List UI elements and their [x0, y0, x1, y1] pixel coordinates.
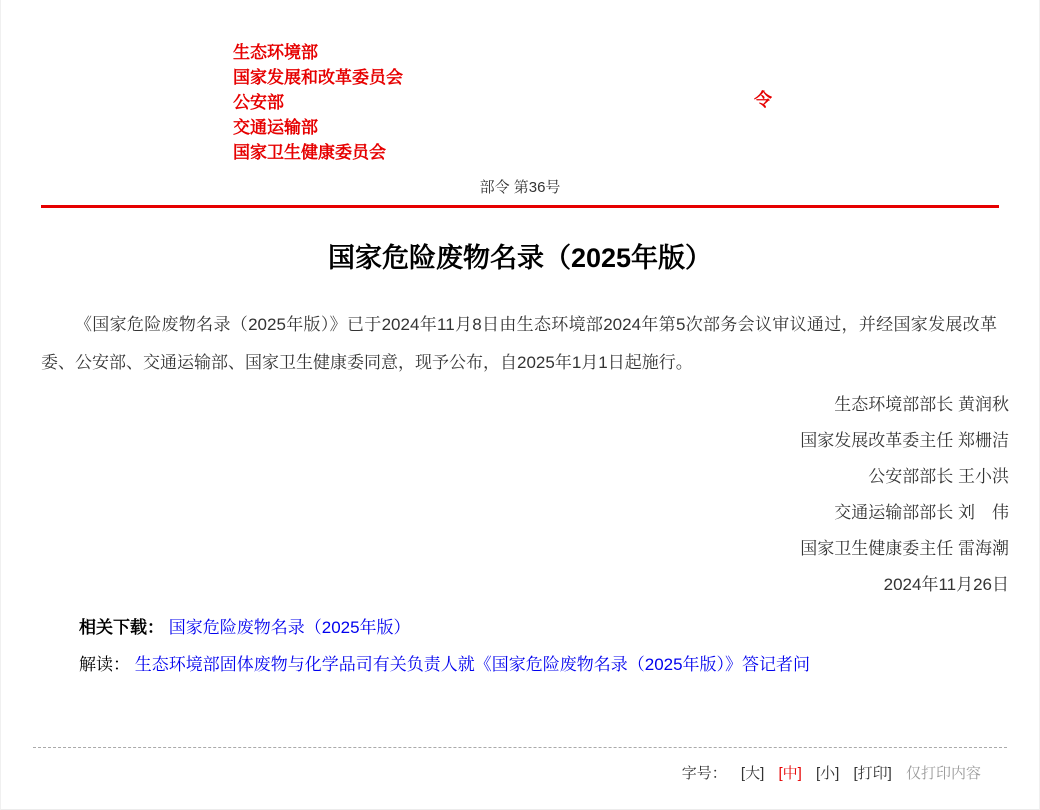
font-size-label: 字号：	[681, 765, 727, 782]
download-link[interactable]: 国家危险废物名录（2025年版）	[168, 618, 411, 637]
font-size-large-button[interactable]: [大]	[740, 765, 765, 782]
agency-name: 生态环境部	[233, 43, 318, 62]
signature-line: 公安部部长 王小洪	[868, 467, 1009, 486]
font-size-small-button[interactable]: [小]	[815, 765, 840, 782]
signature-line: 国家卫生健康委主任 雷海潮	[800, 539, 1009, 558]
signature-line: 交通运输部部长 刘 伟	[834, 503, 1009, 522]
agency-name: 交通运输部	[233, 118, 318, 137]
font-size-medium-button[interactable]: [中]	[778, 765, 802, 782]
interpretation-label: 解读：	[79, 655, 130, 674]
document-body-paragraph: 《国家危险废物名录（2025年版）》已于2024年11月8日由生态环境部2024年第5次部务会议审议通过，并经国家发展改革委、公安部、交通运输部、国家卫生健康委同意，现予公布，自2025年1月1日起施行。	[41, 315, 997, 372]
related-links-block	[79, 616, 999, 677]
dashed-divider	[33, 747, 1007, 748]
document-title: 国家危险废物名录（2025年版）	[327, 243, 713, 273]
decree-number: 部令 第36号	[479, 179, 561, 196]
page-tools-bar	[1, 764, 981, 784]
issuing-agencies	[233, 40, 1039, 165]
decree-character: 令	[754, 90, 772, 110]
related-downloads-label: 相关下载：	[79, 618, 164, 637]
interpretation-row	[79, 653, 999, 677]
related-downloads-row	[79, 616, 999, 640]
signature-line: 生态环境部部长 黄润秋	[834, 395, 1009, 414]
print-button[interactable]: [打印]	[853, 765, 892, 782]
signature-date: 2024年11月26日	[883, 575, 1009, 594]
agency-name: 国家发展和改革委员会	[233, 68, 403, 87]
signature-line: 国家发展改革委主任 郑栅洁	[800, 431, 1009, 450]
red-divider-rule	[41, 205, 999, 208]
signature-block	[1, 387, 1009, 603]
gov-decree-header	[1, 0, 1039, 165]
print-scope-note: 仅打印内容	[905, 765, 981, 782]
agency-name: 国家卫生健康委员会	[233, 143, 386, 162]
agency-name: 公安部	[233, 93, 284, 112]
interpretation-link[interactable]: 生态环境部固体废物与化学品司有关负责人就《国家危险废物名录（2025年版）》答记者问	[134, 655, 811, 674]
